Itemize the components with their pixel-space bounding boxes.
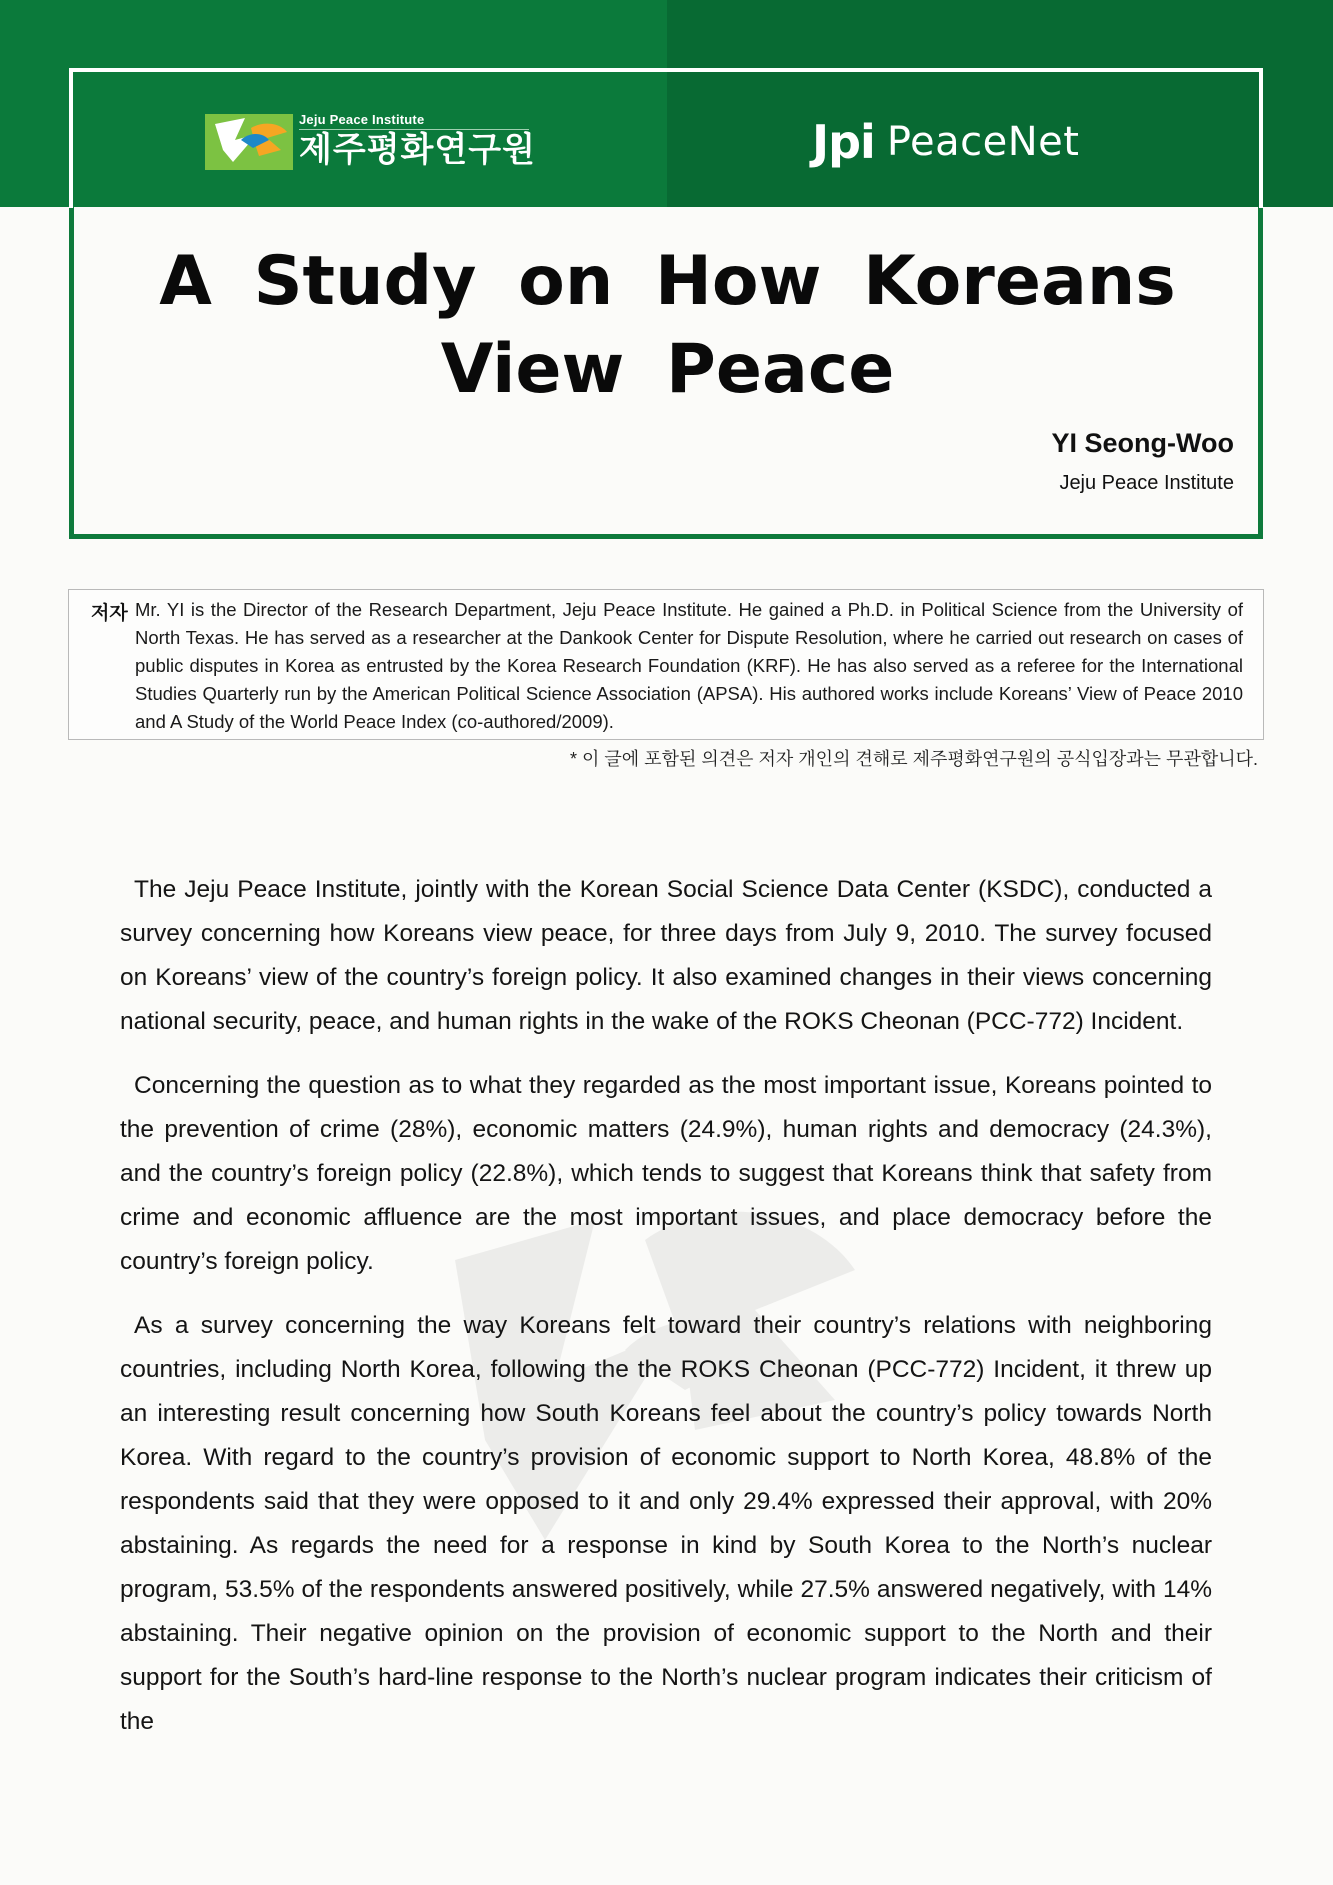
jpi-wordmark: Jpi — [812, 115, 875, 169]
jpi-peacenet-brand — [812, 112, 1079, 172]
frame-left-line — [69, 68, 73, 208]
paragraph: Concerning the question as to what they regarded as the most important issue, Koreans pointed to the prevention of crime (28%), economic matters (24.9%), human rights and democracy (24.3%), and the country’s foreign policy (22.8%), which tends to suggest that Koreans think that safety from crime and economic affluence are the most important issues, and place democracy before the country’s foreign policy. — [120, 1072, 1212, 1275]
bio-text: Mr. YI is the Director of the Research Department, Jeju Peace Institute. He gained a Ph.D. in Political Science from the University of North Texas. He has served as a researcher at the Dankook Center for Dispute Resolution, where he carried out research on cases of public disputes in Korea as entrusted by the Korea Research Foundation (KRF). He has also served as a referee for the International Studies Quarterly run by the American Political Science Association (APSA). His authored works include Koreans’ View of Peace 2010 and A Study of the World Peace Index (co-authored/2009). — [135, 599, 1243, 732]
frame-top-line — [69, 68, 1263, 72]
logo-english-name: Jeju Peace Institute — [299, 112, 529, 130]
header-band-right — [667, 0, 1333, 207]
bio-label: 저자 — [91, 603, 128, 624]
jeju-peace-institute-logo — [205, 108, 536, 174]
paragraph: The Jeju Peace Institute, jointly with the Korean Social Science Data Center (KSDC), conducted a survey concerning how Koreans view peace, for three days from July 9, 2010. The survey focused on Koreans’ view of the country’s foreign policy. It also examined changes in their views concerning national security, peace, and human rights in the wake of the ROKS Cheonan (PCC-772) Incident. — [120, 876, 1212, 1035]
header-band-left — [0, 0, 667, 207]
peacenet-wordmark: PeaceNet — [886, 119, 1080, 165]
frame-right-line — [1259, 68, 1263, 208]
author-name: YI Seong-Woo — [1051, 428, 1234, 458]
article-body — [120, 868, 1212, 1764]
disclaimer-note: * 이 글에 포함된 의견은 저자 개인의 견해로 제주평화연구원의 공식입장과는 무관합니다. — [570, 749, 1258, 769]
author-affiliation: Jeju Peace Institute — [1059, 472, 1234, 494]
dove-logo-icon — [205, 110, 293, 172]
paragraph: As a survey concerning the way Koreans felt toward their country’s relations with neighboring countries, including North Korea, following the the ROKS Cheonan (PCC-772) Incident, it threw up an interesting result concerning how South Koreans feel about the country’s policy towards North Korea. With regard to the country’s provision of economic support to North Korea, 48.8% of the respondents said that they were opposed to it and only 29.4% expressed their approval, with 20% abstaining. As regards the need for a response in kind by South Korea to the North’s nuclear program, 53.5% of the respondents answered positively, while 27.5% answered negatively, with 14% abstaining. Their negative opinion on the provision of economic support to the North and their support for the South’s hard-line response to the North’s nuclear program indicates their criticism of the — [120, 1312, 1212, 1735]
logo-korean-name: 제주평화연구원 — [299, 131, 536, 169]
author-bio-box — [68, 589, 1264, 740]
page-title: A Study on How Koreans View Peace — [159, 242, 1176, 409]
